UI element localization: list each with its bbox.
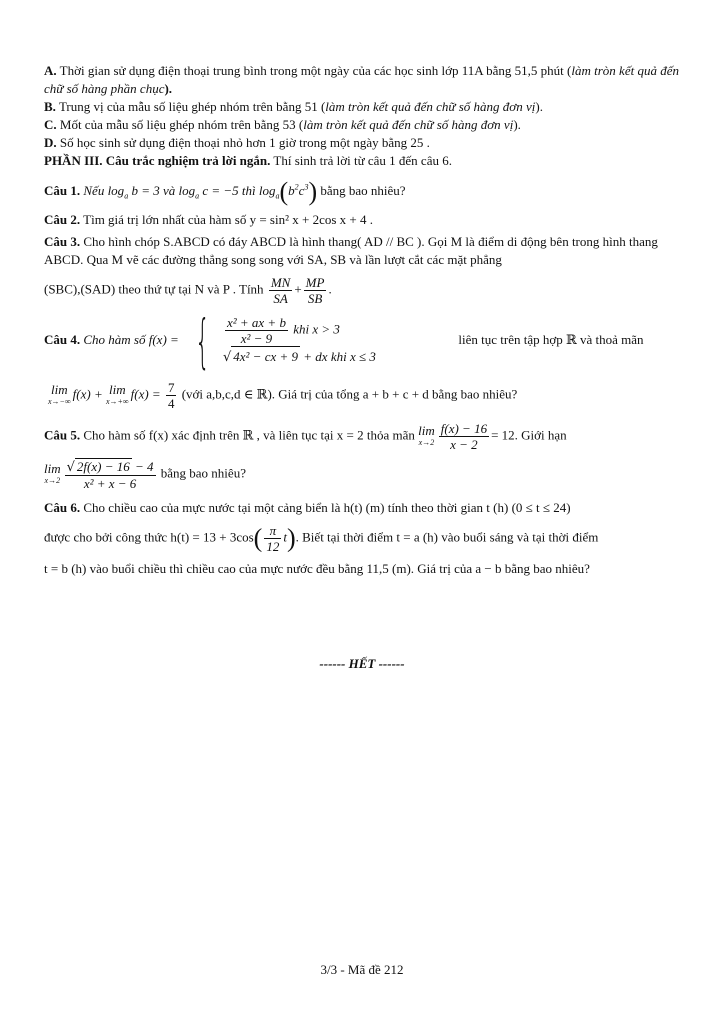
option-d-label: D. [44, 135, 57, 150]
option-a-note: làm tròn kết quả đến chữ số hàng phần chục [44, 63, 679, 96]
option-a-close: ). [164, 81, 173, 96]
q3-fraction-mp: $\frac{MP}{SB}$ [305, 275, 325, 307]
q6-fraction: $\frac{\pi}{12}$ [266, 523, 280, 555]
q4-case2-rest: + dx khi x ≤ 3 [303, 349, 376, 365]
option-c-text: Mốt của mẫu số liệu ghép nhóm trên bằng 53 ( [59, 117, 304, 132]
option-a-label: A. [44, 63, 57, 78]
question-6-line3 [44, 560, 688, 578]
q4-fraction: $\frac{7}{4}$ [167, 380, 175, 412]
question-1: Câu 1. Nếu $\log_a b = 3$ và $\log_a c = -5$ thì $\log_a(b^2c^3)$ bằng bao nhiêu? [44, 177, 406, 207]
question-5-label: Câu 5. [44, 427, 81, 443]
q3-fraction-mn: $\frac{MN}{SA}$ [270, 275, 291, 307]
q5-lim2: lim x→2 [44, 460, 61, 485]
question-3-line2 [44, 275, 688, 306]
question-2 [44, 211, 688, 229]
q5-fraction2: $\frac{√ 2f(x) - 16 - 4}{\text{x² + x − 6}}$ [66, 459, 154, 492]
section3-title: PHẦN III. Câu trắc nghiệm trả lời ngắn. [44, 153, 271, 168]
q4-case1-cond: khi x > 3 [293, 321, 340, 337]
question-5 [44, 421, 688, 452]
q1-part-b: b = 3 và log [131, 183, 196, 198]
q4-cases: $\frac{\text{x² + ax + b}}{\text{x² − 9}}$ khi x > 3 √ 4x² − cx + 9 + dx khi x ≤ 3 [222, 315, 376, 366]
option-c [44, 116, 688, 134]
question-3-text1: Cho hình chóp S.ABCD có đáy ABCD là hình thang( AD // BC ). Gọi M là điểm di động bên trong hình thang ABCD. Qua M vẽ các đường thẳng song song với SA, SB và lần lượt cắt các mặt phẳng [44, 234, 658, 268]
end-mark: ------ HẾT ------ [319, 656, 405, 671]
option-d-text: Số học sinh sử dụng điện thoại nhỏ hơn 1 giờ trong một ngày bằng 25 . [59, 135, 430, 150]
question-6-line2: được cho bởi công thức h(t) = 13 + 3cos( $\frac{\pi}{12}$ t). Biết tại thời điểm t = a (h) vào buổi sáng và tại thời điểm [44, 523, 599, 555]
q5-ask: bằng bao nhiêu? [160, 465, 246, 481]
q4-tail: liên tục trên tập hợp ℝ và thoả mãn [458, 332, 644, 347]
question-3 [44, 233, 688, 269]
question-4-line2 [44, 380, 688, 411]
q6-text2a: được cho bởi công thức h(t) = 13 + 3cos [44, 529, 254, 545]
question-3-text2: (SBC),(SAD) theo thứ tự tại N và P . Tính [44, 281, 264, 297]
question-5-line2 [44, 458, 688, 491]
q4-case2-radicand: 4x² − cx + 9 [231, 346, 300, 366]
question-6-label: Câu 6. [44, 500, 81, 516]
q5-fraction: $\frac{f(x) - 16}{x - 2}$ [440, 421, 488, 453]
section3-instruction: Thí sinh trả lời từ câu 1 đến câu 6. [270, 153, 452, 168]
q4-lead: Cho hàm số f(x) = [83, 332, 179, 347]
option-b-close: ). [535, 99, 543, 114]
q4-case1-den: x² − 9 [240, 331, 273, 347]
option-c-label: C. [44, 117, 57, 132]
q1-part-c: c = −5 thì log [202, 183, 276, 198]
q4-cond: (với a,b,c,d ∈ ℝ). Giá trị của tổng a + b + c + d bằng bao nhiêu? [181, 386, 518, 402]
option-c-close: ). [513, 117, 521, 132]
q4-brace: { [195, 307, 210, 376]
page-footer: 3/3 - Mã đề 212 [320, 962, 404, 977]
question-4-label: Câu 4. [44, 332, 81, 347]
section3-heading [44, 152, 688, 170]
option-d [44, 134, 688, 152]
question-1-label: Câu 1. [44, 183, 81, 198]
option-a [44, 62, 688, 98]
q5-eq: = 12. Giới hạn [491, 427, 567, 443]
question-3-label: Câu 3. [44, 234, 81, 250]
q5-text: Cho hàm số f(x) xác định trên ℝ , và liên tục tại x = 2 thỏa mãn [83, 427, 415, 443]
question-2-text: Tìm giá trị lớn nhất của hàm số y = sin² x + 2cos x + 4 . [83, 212, 373, 228]
option-c-note: làm tròn kết quả đến chữ số hàng đơn vị [303, 117, 514, 132]
option-b-text: Trung vị của mẫu số liệu ghép nhóm trên bằng 51 ( [58, 99, 326, 114]
option-b-label: B. [44, 99, 56, 114]
q6-text2b: . Biết tại thời điểm t = a (h) vào buổi sáng và tại thời điểm [295, 529, 599, 545]
option-b [44, 98, 688, 116]
q4-lim2: lim x→+∞ [105, 381, 129, 406]
option-a-text: Thời gian sử dụng điện thoại trung bình trong một ngày của các học sinh lớp 11A bằng 51,5 phút ( [59, 63, 572, 78]
question-6 [44, 499, 688, 517]
exam-page [44, 62, 688, 578]
option-b-note: làm tròn kết quả đến chữ số hàng đơn vị [325, 99, 536, 114]
q6-text1: Cho chiều cao của mực nước tại một cảng biển là h(t) (m) tính theo thời gian t (h) (0 ≤ t ≤ 24) [83, 500, 571, 516]
question-4 [44, 307, 688, 376]
q5-lim: lim x→2 [418, 422, 435, 447]
q4-fx1: f(x) + [72, 386, 103, 402]
q1-part-d: bằng bao nhiêu? [320, 183, 406, 198]
q1-part-a: Nếu log [83, 183, 125, 198]
q4-case1-num: x² + ax + b [226, 315, 286, 331]
q4-fx2: f(x) = [130, 386, 161, 402]
question-2-label: Câu 2. [44, 212, 81, 228]
q4-lim1: lim x→−∞ [48, 381, 71, 406]
q6-text3: t = b (h) vào buổi chiều thì chiều cao của mực nước đều bằng 11,5 (m). Giá trị của a − b bằng bao nhiêu? [44, 561, 590, 577]
q3-plus: + [294, 281, 302, 297]
q6-t: t [283, 529, 287, 545]
q3-end: . [328, 281, 332, 297]
